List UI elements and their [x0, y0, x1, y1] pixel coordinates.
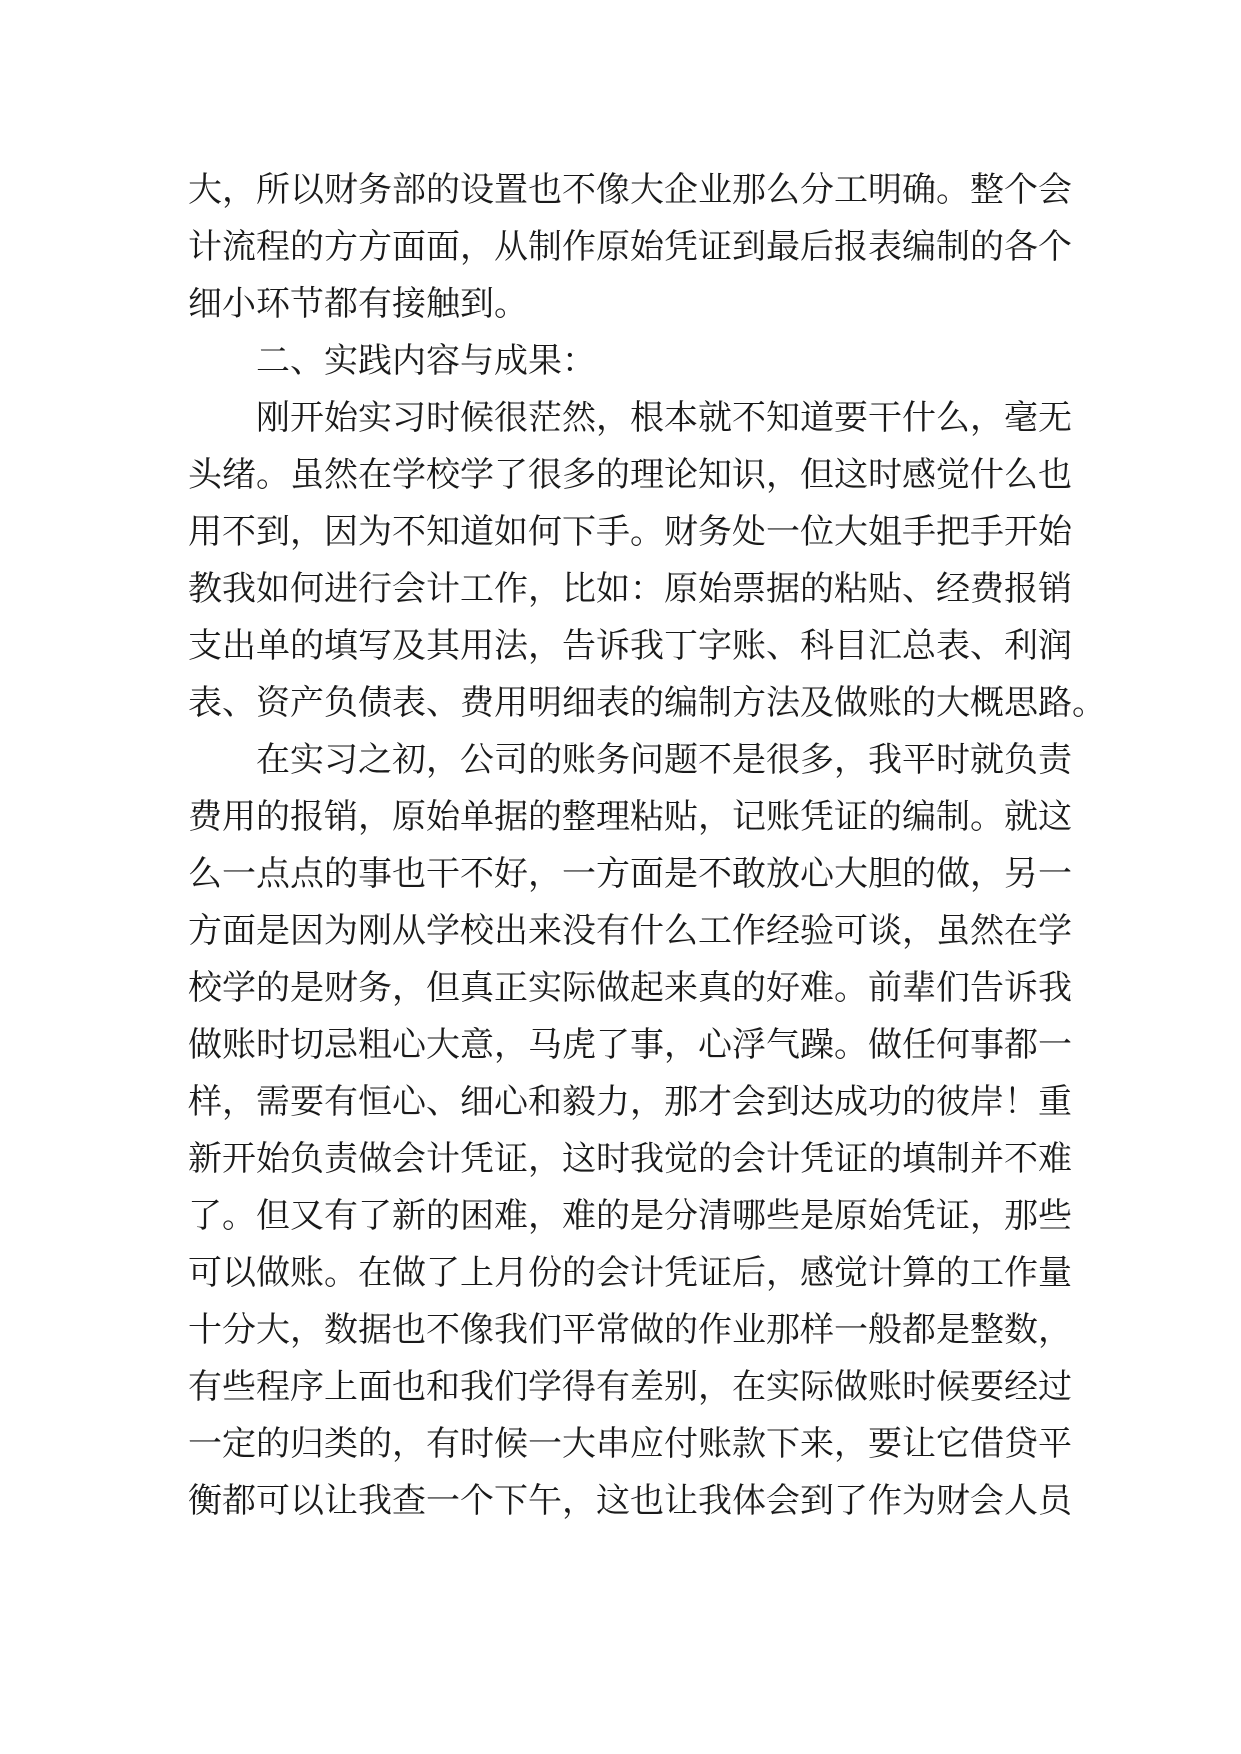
text-line: 做账时切忌粗心大意，马虎了事，心浮气躁。做任何事都一: [188, 1025, 1072, 1065]
section-heading: 二、实践内容与成果：: [256, 341, 596, 381]
text-line: 大，所以财务部的设置也不像大企业那么分工明确。整个会: [188, 170, 1072, 210]
text-line: 新开始负责做会计凭证，这时我觉的会计凭证的填制并不难: [188, 1139, 1072, 1179]
text-line: 有些程序上面也和我们学得有差别，在实际做账时候要经过: [188, 1367, 1072, 1407]
text-line: 样，需要有恒心、细心和毅力，那才会到达成功的彼岸！重: [188, 1082, 1072, 1122]
text-line: 教我如何进行会计工作，比如：原始票据的粘贴、经费报销: [188, 569, 1072, 609]
text-line: 刚开始实习时候很茫然，根本就不知道要干什么，毫无: [256, 398, 1072, 438]
text-line: 在实习之初，公司的账务问题不是很多，我平时就负责: [256, 740, 1072, 780]
text-line: 表、资产负债表、费用明细表的编制方法及做账的大概思路。: [188, 683, 1106, 723]
text-line: 十分大，数据也不像我们平常做的作业那样一般都是整数，: [188, 1310, 1072, 1350]
text-line: 方面是因为刚从学校出来没有什么工作经验可谈，虽然在学: [188, 911, 1072, 951]
text-line: 么一点点的事也干不好，一方面是不敢放心大胆的做，另一: [188, 854, 1072, 894]
text-line: 一定的归类的，有时候一大串应付账款下来，要让它借贷平: [188, 1424, 1072, 1464]
text-line: 头绪。虽然在学校学了很多的理论知识，但这时感觉什么也: [188, 455, 1072, 495]
text-line: 衡都可以让我查一个下午，这也让我体会到了作为财会人员: [188, 1481, 1072, 1521]
text-line: 校学的是财务，但真正实际做起来真的好难。前辈们告诉我: [188, 968, 1072, 1008]
text-line: 费用的报销，原始单据的整理粘贴，记账凭证的编制。就这: [188, 797, 1072, 837]
text-line: 了。但又有了新的困难，难的是分清哪些是原始凭证，那些: [188, 1196, 1072, 1236]
text-line: 细小环节都有接触到。: [188, 284, 528, 324]
text-line: 用不到，因为不知道如何下手。财务处一位大姐手把手开始: [188, 512, 1072, 552]
text-line: 可以做账。在做了上月份的会计凭证后，感觉计算的工作量: [188, 1253, 1072, 1293]
text-line: 支出单的填写及其用法，告诉我丁字账、科目汇总表、利润: [188, 626, 1072, 666]
text-line: 计流程的方方面面，从制作原始凭证到最后报表编制的各个: [188, 227, 1072, 267]
